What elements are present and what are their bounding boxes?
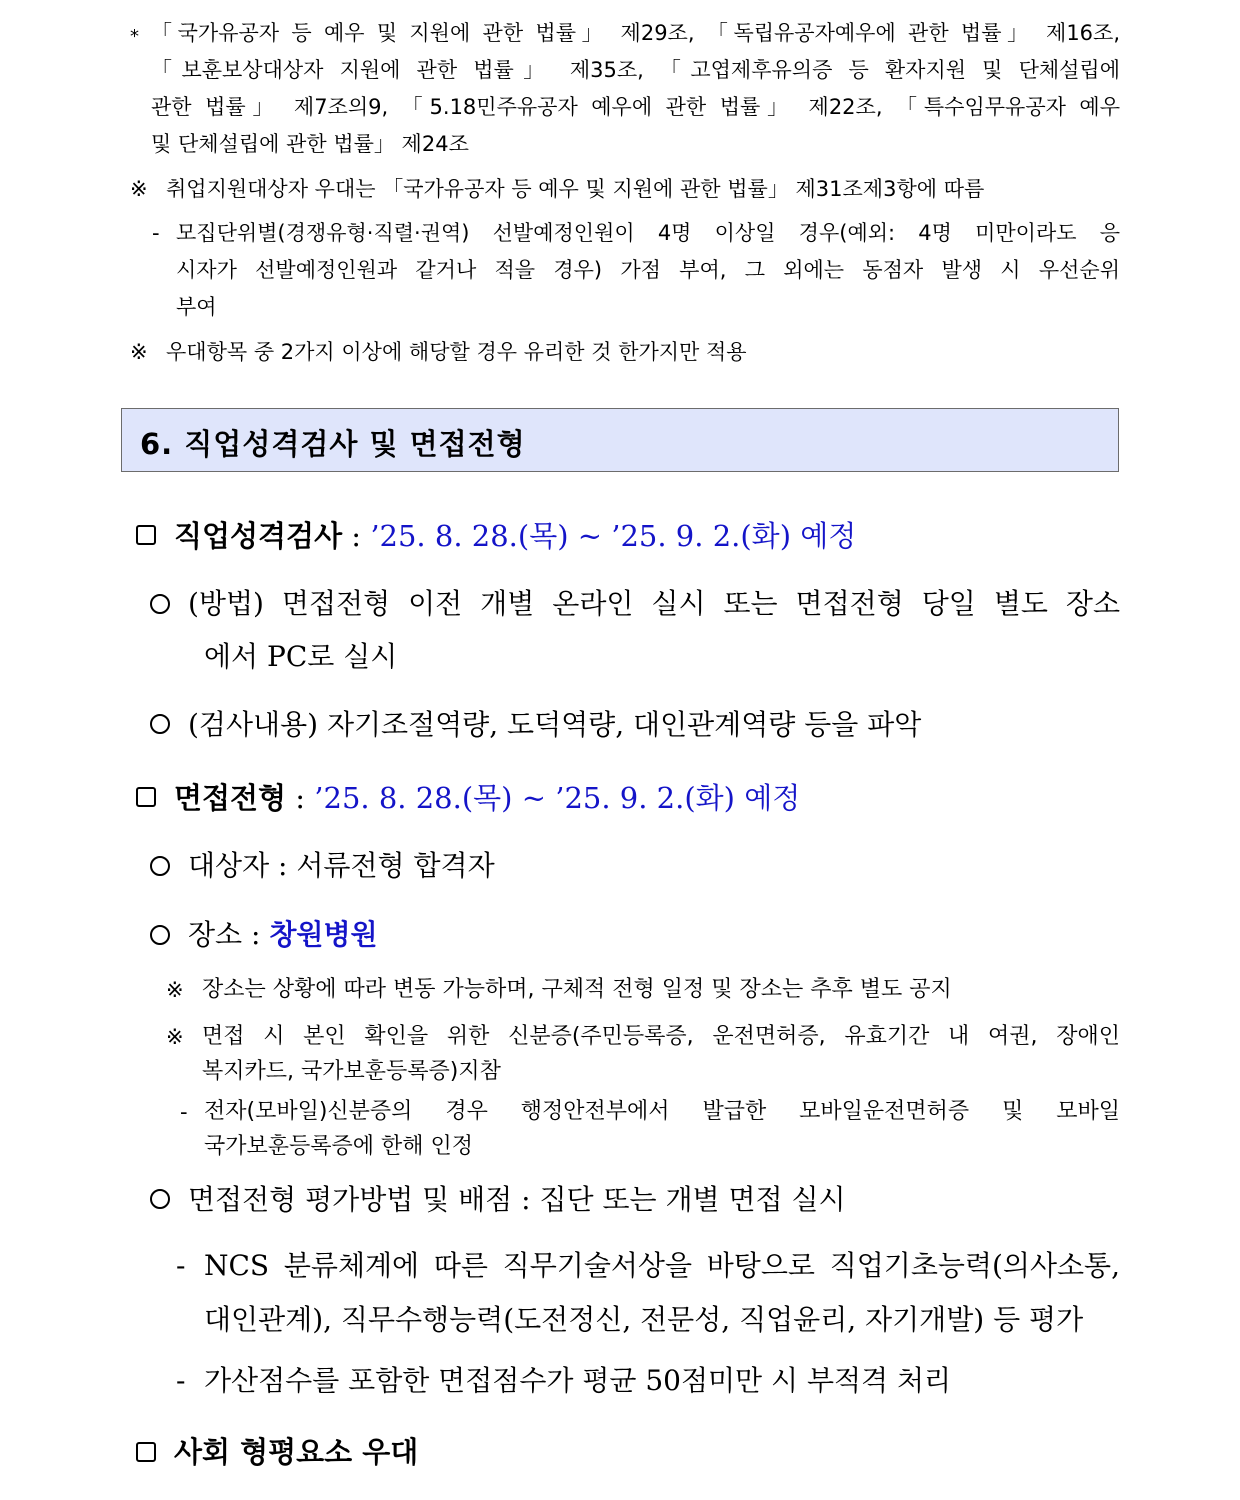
checkbox-square-icon — [136, 525, 156, 545]
ref-mark-3: ※ — [166, 978, 184, 1002]
interview-date: ’25. 8. 28.(목) ~ ’25. 9. 2.(화) 예정 — [314, 781, 801, 815]
ref-mark-4: ※ — [166, 1025, 184, 1049]
interview-mobile-id-2: 국가보훈등록증에 한해 인정 — [204, 1134, 474, 1159]
ref-mark-2: ※ — [130, 340, 148, 364]
social-equity-heading: 사회 형평요소 우대 — [174, 1435, 419, 1469]
circle-bullet-icon — [150, 714, 170, 734]
star-mark: * — [130, 26, 139, 47]
ref-mark-1: ※ — [130, 177, 148, 201]
employment-detail-2: 시자가 선발예정인원과 같거나 적을 경우) 가점 부여, 그 외에는 동점자 발생 시 우선순위 — [176, 258, 1120, 282]
interview-place-label: 장소 : — [188, 918, 270, 951]
dash-1: - — [152, 221, 160, 245]
circle-bullet-icon — [150, 594, 170, 614]
interview-target: 대상자 : 서류전형 합격자 — [188, 849, 495, 882]
circle-bullet-icon — [150, 925, 170, 945]
employment-note: 취업지원대상자 우대는 「국가유공자 등 예우 및 지원에 관한 법률」 제31조제3항에 따름 — [166, 177, 985, 201]
interview-mobile-id-1: 전자(모바일)신분증의 경우 행정안전부에서 발급한 모바일운전면허증 및 모바일 — [204, 1099, 1120, 1124]
law-line-4: 및 단체설립에 관한 법률」 제24조 — [151, 132, 469, 156]
interview-ncs-1: NCS 분류체계에 따른 직무기술서상을 바탕으로 직업기초능력(의사소통, — [204, 1249, 1120, 1282]
checkbox-square-icon — [136, 1442, 156, 1462]
interview-place-value: 창원병원 — [269, 918, 378, 951]
personality-content: (검사내용) 자기조절역량, 도덕역량, 대인관계역량 등을 파악 — [188, 708, 922, 741]
interview-place — [188, 915, 378, 955]
personality-method-line-1: (방법) 면접전형 이전 개별 온라인 실시 또는 면접전형 당일 별도 장소 — [188, 587, 1120, 620]
interview-evaluation: 면접전형 평가방법 및 배점 : 집단 또는 개별 면접 실시 — [188, 1183, 846, 1216]
interview-place-note: 장소는 상황에 따라 변동 가능하며, 구체적 전형 일정 및 장소는 추후 별도 공지 — [202, 977, 952, 1002]
personality-test-heading — [174, 516, 856, 556]
law-line-3: 관한 법률」 제7조의9, 「5.18민주유공자 예우에 관한 법률」 제22조, 「특수임무유공자 예우 — [151, 95, 1120, 119]
interview-id-note-1: 면접 시 본인 확인을 위한 신분증(주민등록증, 운전면허증, 유효기간 내 여권, 장애인 — [202, 1024, 1120, 1049]
employment-detail-1: 모집단위별(경쟁유형·직렬·권역) 선발예정인원이 4명 이상일 경우(예외: 4명 미만이라도 응 — [176, 221, 1120, 245]
circle-bullet-icon — [150, 856, 170, 876]
interview-heading — [174, 778, 800, 818]
law-line-1: 「국가유공자 등 예우 및 지원에 관한 법률」 제29조, 「독립유공자예우에 관한 법률」 제16조, — [151, 21, 1120, 45]
personality-test-separator: : — [342, 519, 371, 553]
interview-label: 면접전형 — [174, 781, 287, 815]
interview-id-note-2: 복지카드, 국가보훈등록증)지참 — [202, 1059, 501, 1084]
checkbox-square-icon — [136, 787, 156, 807]
interview-fail-rule: 가산점수를 포함한 면접점수가 평균 50점미만 시 부적격 처리 — [204, 1364, 952, 1397]
personality-test-date: ’25. 8. 28.(목) ~ ’25. 9. 2.(화) 예정 — [370, 519, 857, 553]
dash-3: - — [176, 1249, 186, 1282]
employment-detail-3: 부여 — [176, 295, 217, 319]
personality-test-label: 직업성격검사 — [174, 519, 343, 553]
circle-bullet-icon — [150, 1189, 170, 1209]
interview-separator: : — [286, 781, 315, 815]
section-title: 6. 직업성격검사 및 면접전형 — [140, 427, 526, 461]
dash-4: - — [176, 1364, 186, 1397]
law-line-2: 「보훈보상대상자 지원에 관한 법률」 제35조, 「고엽제후유의증 등 환자지원 및 단체설립에 — [151, 58, 1120, 82]
interview-ncs-2: 대인관계), 직무수행능력(도전정신, 전문성, 직업윤리, 자기개발) 등 평가 — [204, 1303, 1084, 1336]
section-header — [121, 408, 1119, 472]
personality-method-line-2: 에서 PC로 실시 — [204, 640, 398, 673]
duplicate-note: 우대항목 중 2가지 이상에 해당할 경우 유리한 것 한가지만 적용 — [166, 340, 747, 364]
dash-2: - — [180, 1100, 188, 1124]
